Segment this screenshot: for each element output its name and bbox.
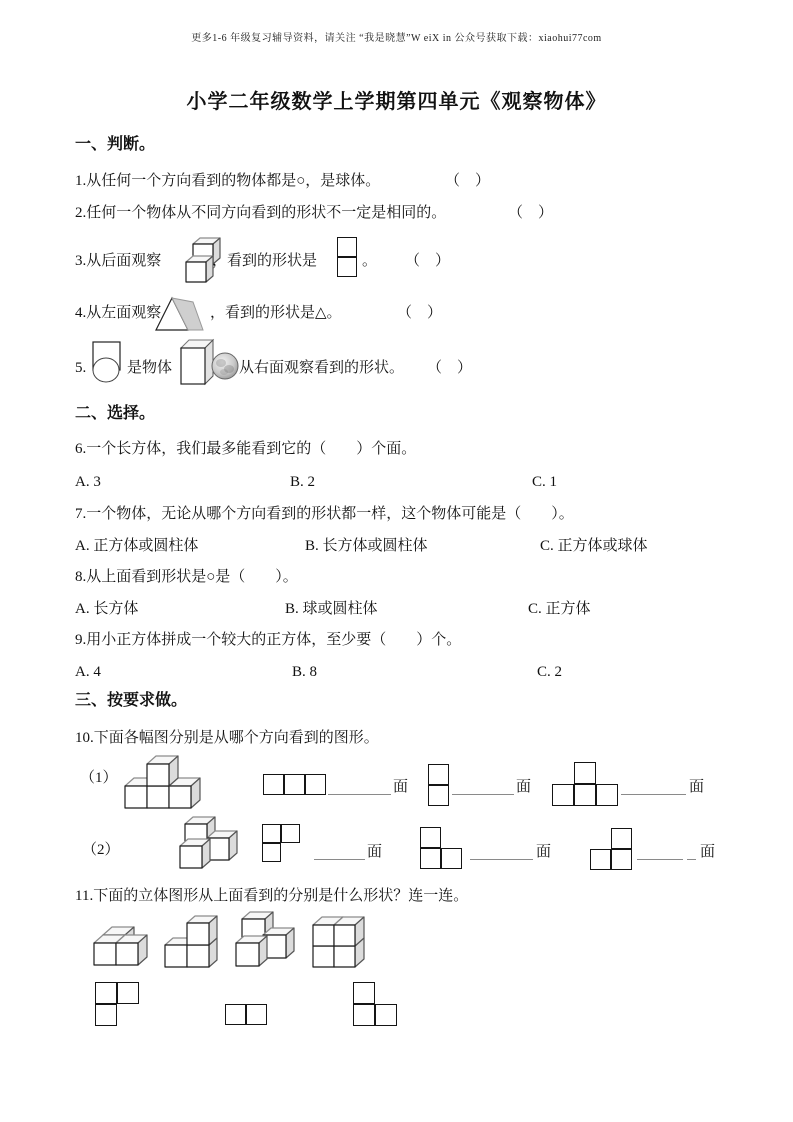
grid-cell [590, 849, 611, 870]
question-3-text-mid: ，看到的形状是 [212, 253, 318, 269]
grid-cell [552, 784, 574, 806]
grid-cell [284, 774, 305, 795]
cube-solid-10-2 [176, 816, 238, 874]
cube-solid-10-1 [123, 748, 205, 810]
question-7-option-c[interactable]: C. 正方体或球体 [540, 538, 648, 554]
cube-solid-11-d [311, 915, 365, 969]
mian-label: 面 [516, 779, 532, 795]
cube-solid-11-a [92, 926, 150, 970]
question-6-text: 6.一个长方体，我们最多能看到它的（ ）个面。 [75, 441, 417, 457]
grid-cell [246, 1004, 267, 1025]
question-3-text-pre: 3.从后面观察 [75, 253, 162, 269]
question-3-answer-paren[interactable]: （ ） [405, 253, 451, 269]
grid-cell [225, 1004, 246, 1025]
grid-cell [337, 237, 357, 257]
grid-cell [281, 824, 300, 843]
answer-blank[interactable] [314, 843, 365, 860]
cube-solid-11-c [233, 911, 295, 969]
answer-blank[interactable] [687, 843, 696, 860]
grid-cell [441, 848, 462, 869]
grid-cell [420, 848, 441, 869]
question-6-option-b[interactable]: B. 2 [290, 474, 316, 490]
mian-label: 面 [689, 779, 705, 795]
section-1-heading: 一、判断。 [75, 136, 156, 153]
question-5-answer-paren[interactable]: （ ） [427, 360, 473, 376]
question-9-option-b[interactable]: B. 8 [292, 664, 318, 680]
question-9-text: 9.用小正方体拼成一个较大的正方体，至少要（ ）个。 [75, 632, 462, 648]
grid-cell [574, 762, 596, 784]
grid-cell [262, 843, 281, 862]
question-5-text-mid: 是物体 [127, 360, 173, 376]
grid-cell [611, 828, 632, 849]
question-6-option-a[interactable]: A. 3 [75, 474, 101, 490]
question-4-answer-paren[interactable]: （ ） [397, 305, 443, 321]
grid-cell [263, 774, 284, 795]
question-5-text-pre: 5. [75, 360, 87, 376]
question-8-text: 8.从上面看到形状是○是（ ）。 [75, 569, 298, 585]
cube-solid-11-b [163, 915, 219, 970]
question-2-answer-paren[interactable]: （ ） [508, 205, 554, 221]
answer-blank[interactable] [452, 778, 514, 795]
sphere-figure [211, 352, 239, 380]
section-3-heading: 三、按要求做。 [75, 692, 188, 709]
grid-cell [420, 827, 441, 848]
answer-blank[interactable] [637, 843, 683, 860]
page-title: 小学二年级数学上学期第四单元《观察物体》 [186, 91, 607, 113]
question-3-text-post: 。 [362, 253, 378, 269]
grid-cell [337, 257, 357, 277]
question-1-answer-paren[interactable]: （ ） [445, 173, 491, 189]
question-4-text-mid: ，看到的形状是△。 [210, 305, 342, 321]
answer-blank[interactable] [621, 778, 686, 795]
grid-cell [262, 824, 281, 843]
grid-cell [305, 774, 326, 795]
question-8-option-b[interactable]: B. 球或圆柱体 [285, 601, 378, 617]
grid-cell [574, 784, 596, 806]
grid-cell [428, 764, 449, 785]
mian-label: 面 [700, 844, 716, 860]
question-7-option-a[interactable]: A. 正方体或圆柱体 [75, 538, 199, 554]
row-1-label: （1） [80, 770, 118, 786]
question-8-option-c[interactable]: C. 正方体 [528, 601, 591, 617]
mian-label: 面 [393, 779, 409, 795]
grid-cell [117, 982, 139, 1004]
answer-blank[interactable] [470, 843, 533, 860]
grid-cell [353, 1004, 375, 1026]
row-2-label: （2） [82, 842, 120, 858]
question-11-text: 11.下面的立体图形从上面看到的分别是什么形状？连一连。 [75, 888, 469, 904]
grid-cell [95, 982, 117, 1004]
grid-cell [353, 982, 375, 1004]
mian-label: 面 [367, 844, 383, 860]
question-10-text: 10.下面各幅图分别是从哪个方向看到的图形。 [75, 730, 379, 746]
question-2-text: 2.任何一个物体从不同方向看到的形状不一定是相同的。 [75, 205, 447, 221]
question-6-option-c[interactable]: C. 1 [532, 474, 558, 490]
grid-cell [375, 1004, 397, 1026]
grid-cell [596, 784, 618, 806]
question-7-text: 7.一个物体，无论从哪个方向看到的形状都一样，这个物体可能是（ ）。 [75, 506, 574, 522]
grid-cell [611, 849, 632, 870]
header-note: 更多1-6 年级复习辅导资料，请关注 “我是晓慧”W eiX in 公众号获取下载：xiaohui77com [191, 33, 602, 44]
question-5-text-post: 从右面观察看到的形状。 [239, 360, 405, 376]
answer-blank[interactable] [328, 778, 391, 795]
triangular-prism-figure [153, 292, 205, 334]
mian-label: 面 [536, 844, 552, 860]
square-circle-figure [90, 340, 124, 384]
grid-cell [428, 785, 449, 806]
question-1-text: 1.从任何一个方向看到的物体都是○，是球体。 [75, 173, 381, 189]
question-8-option-a[interactable]: A. 长方体 [75, 601, 139, 617]
grid-cell [95, 1004, 117, 1026]
question-4-text-pre: 4.从左面观察 [75, 305, 162, 321]
question-9-option-a[interactable]: A. 4 [75, 664, 101, 680]
section-2-heading: 二、选择。 [75, 405, 156, 422]
question-7-option-b[interactable]: B. 长方体或圆柱体 [305, 538, 428, 554]
question-9-option-c[interactable]: C. 2 [537, 664, 563, 680]
